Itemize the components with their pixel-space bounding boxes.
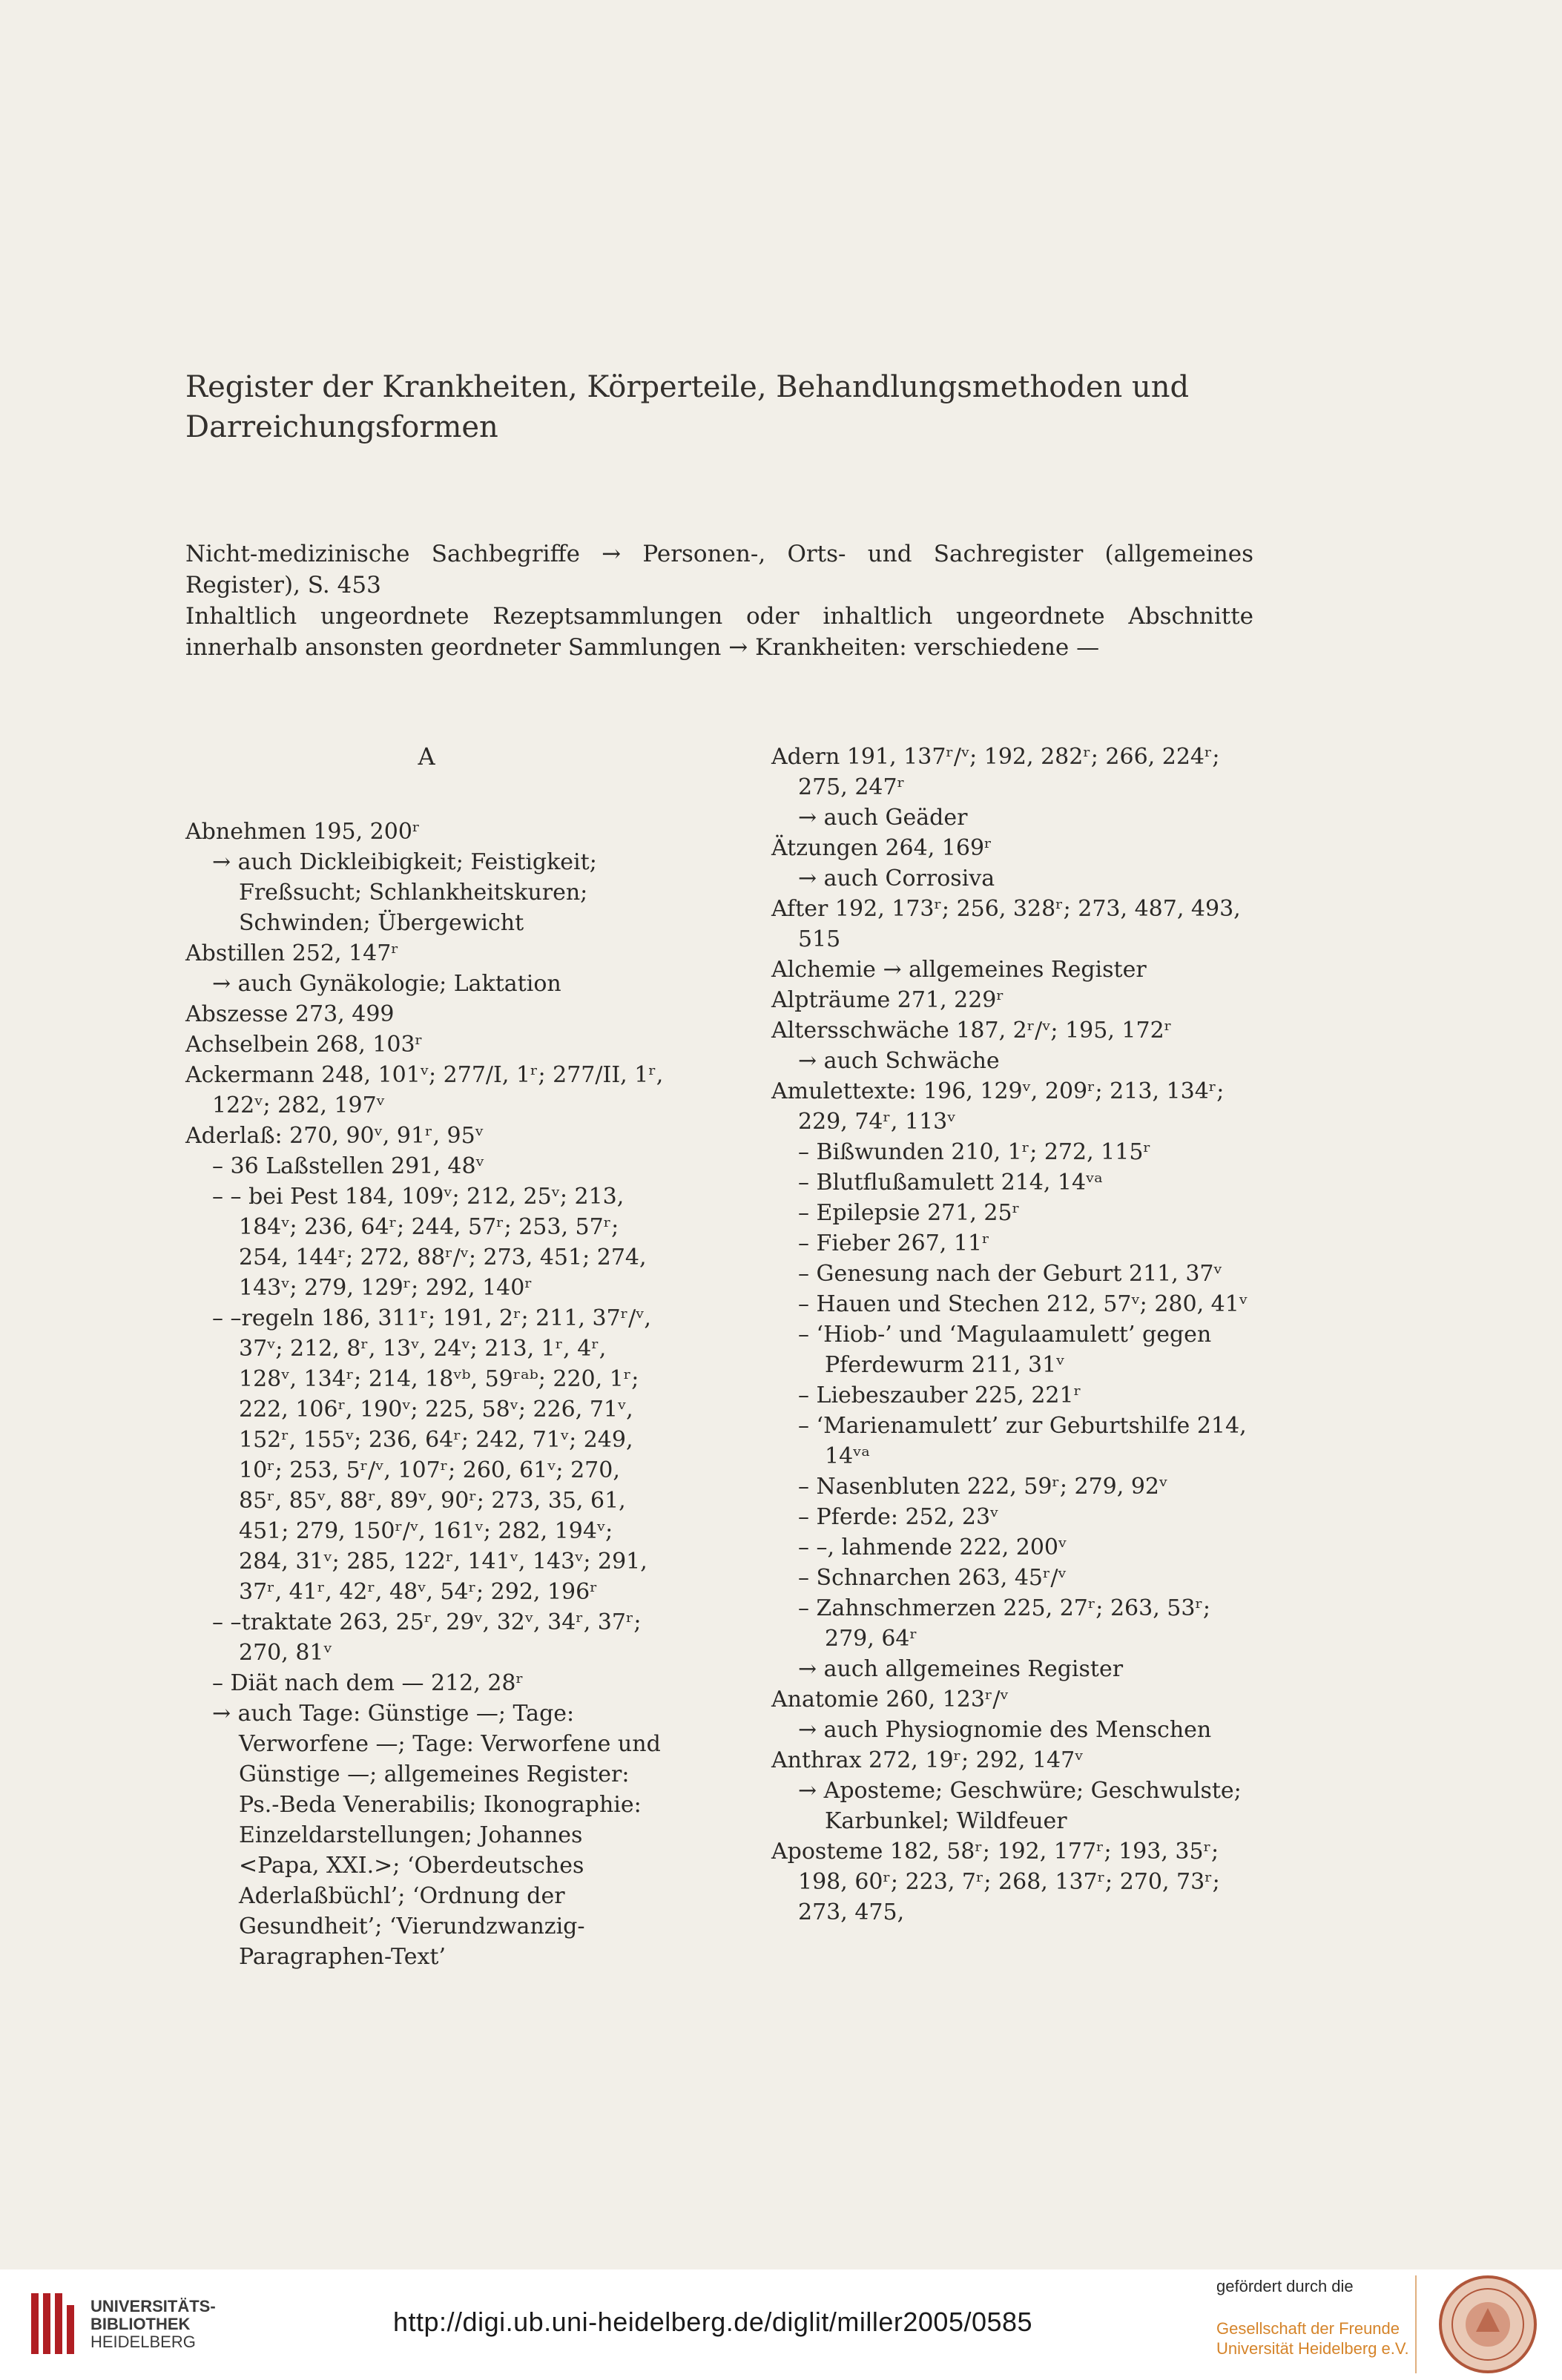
university-seal-icon [1437, 2274, 1538, 2375]
index-entry: Aposteme 182, 58ʳ; 192, 177ʳ; 193, 35ʳ; 198, 60ʳ; 223, 7ʳ; 268, 137ʳ; 270, 73ʳ; 273, 475, [771, 1839, 1220, 1925]
index-entry: – – bei Pest 184, 109ᵛ; 212, 25ᵛ; 213, 184ᵛ; 236, 64ʳ; 244, 57ʳ; 253, 57ʳ; 254, 144ʳ; 272, 88ʳ/ᵛ; 273, 451; 274, 143ᵛ; 279, 129ʳ; 292, 140ʳ [212, 1184, 647, 1301]
index-entry: – Diät nach dem — 212, 28ʳ [212, 1670, 524, 1696]
index-entry: → auch Physiognomie des Menschen [798, 1717, 1212, 1743]
index-entry: Abszesse 273, 499 [185, 1001, 395, 1027]
index-entry: Altersschwäche 187, 2ʳ/ᵛ; 195, 172ʳ [771, 1018, 1173, 1044]
sponsor-intro: gefördert durch die [1216, 2277, 1354, 2295]
left-entry-list [185, 817, 668, 1972]
sponsor-name [1216, 2318, 1409, 2358]
index-entry: Amulettexte: 196, 129ᵛ, 209ʳ; 213, 134ʳ; 229, 74ʳ, 113ᵛ [771, 1078, 1225, 1135]
index-entry: – Pferde: 252, 23ᵛ [798, 1504, 999, 1530]
index-entry: After 192, 173ʳ; 256, 328ʳ; 273, 487, 493, 515 [771, 896, 1241, 952]
index-entry: Anatomie 260, 123ʳ/ᵛ [771, 1687, 1009, 1713]
intro-notes [185, 538, 1253, 663]
index-entry: – Blutflußamulett 214, 14ᵛᵃ [798, 1170, 1103, 1196]
page-title: Register der Krankheiten, Körperteile, Behandlungsmethoden und Darreichungsformen [185, 370, 1190, 444]
sponsor-line-1: Gesellschaft der Freunde [1216, 2319, 1400, 2338]
index-entry: – Epilepsie 271, 25ʳ [798, 1200, 1020, 1226]
index-entry: → auch Schwäche [798, 1048, 1000, 1074]
library-name-line-2: BIBLIOTHEK [90, 2315, 191, 2333]
section-letter: A [418, 742, 435, 771]
index-entry: Ätzungen 264, 169ʳ [771, 835, 992, 861]
index-entry: Alpträume 271, 229ʳ [771, 987, 1004, 1013]
index-entry: – Nasenbluten 222, 59ʳ; 279, 92ᵛ [798, 1474, 1168, 1500]
index-entry: – Liebeszauber 225, 221ʳ [798, 1382, 1082, 1408]
index-entry: – –, lahmende 222, 200ᵛ [798, 1535, 1067, 1560]
index-entry: – ‘Hiob-’ und ‘Magulaamulett’ gegen Pferdewurm 211, 31ᵛ [798, 1322, 1212, 1378]
index-entry: → auch Geäder [798, 805, 968, 831]
index-entry: – Fieber 267, 11ʳ [798, 1230, 990, 1256]
index-entry: Achselbein 268, 103ʳ [185, 1032, 423, 1058]
index-entry: – Hauen und Stechen 212, 57ᵛ; 280, 41ᵛ [798, 1291, 1248, 1317]
index-entry: – –regeln 186, 311ʳ; 191, 2ʳ; 211, 37ʳ/ᵛ, 37ᵛ; 212, 8ʳ, 13ᵛ, 24ᵛ; 213, 1ʳ, 4ʳ, 128ᵛ, 134ʳ; 214, 18ᵛᵇ, 59ʳᵃᵇ; 220, 1ʳ; 222, 106ʳ, 190ᵛ; 225, 58ᵛ; 226, 71ᵛ, 152ʳ, 155ᵛ; 236, 64ʳ; 242, 71ᵛ; 249, 10ʳ; 253, 5ʳ/ᵛ, 107ʳ; 260, 61ᵛ; 270, 85ʳ, 85ᵛ, 88ʳ, 89ᵛ, 90ʳ; 273, 35, 61, 451; 279, 150ʳ/ᵛ, 161ᵛ; 282, 194ᵛ; 284, 31ᵛ; 285, 122ʳ, 141ᵛ, 143ᵛ; 291, 37ʳ, 41ʳ, 42ʳ, 48ᵛ, 54ʳ; 292, 196ʳ [212, 1305, 651, 1605]
sponsor-divider [1415, 2275, 1417, 2373]
library-name [90, 2298, 216, 2351]
index-column-right [771, 742, 1253, 1928]
index-entry: Anthrax 272, 19ʳ; 292, 147ᵛ [771, 1747, 1084, 1773]
digitization-footer [0, 2269, 1562, 2380]
bleed-through-header [178, 222, 1276, 304]
index-entry: – Bißwunden 210, 1ʳ; 272, 115ʳ [798, 1139, 1151, 1165]
library-name-line-3: HEIDELBERG [90, 2333, 196, 2351]
index-entry: Aderlaß: 270, 90ᵛ, 91ʳ, 95ᵛ [185, 1123, 484, 1149]
index-entry: – ‘Marienamulett’ zur Geburtshilfe 214, 14ᵛᵃ [798, 1413, 1247, 1469]
index-entry: Adern 191, 137ʳ/ᵛ; 192, 282ʳ; 266, 224ʳ; 275, 247ʳ [771, 744, 1220, 800]
index-entry: – Genesung nach der Geburt 211, 37ᵛ [798, 1261, 1222, 1287]
index-entry: → auch Gynäkologie; Laktation [212, 971, 561, 997]
index-entry: Ackermann 248, 101ᵛ; 277/I, 1ʳ; 277/II, 1ʳ, 122ᵛ; 282, 197ᵛ [185, 1062, 664, 1118]
index-entry: – 36 Laßstellen 291, 48ᵛ [212, 1153, 484, 1179]
index-entry: → auch allgemeines Register [798, 1656, 1124, 1682]
intro-note-1: Nicht-medizinische Sachbegriffe → Personen-, Orts- und Sachregister (allgemeines Register), S. 453 [185, 541, 1253, 599]
sponsor-line-2: Universität Heidelberg e.V. [1216, 2339, 1409, 2358]
index-entry: Alchemie → allgemeines Register [771, 957, 1147, 983]
index-entry: – Zahnschmerzen 225, 27ʳ; 263, 53ʳ; 279, 64ʳ [798, 1595, 1210, 1652]
index-entry: → Aposteme; Geschwüre; Geschwulste; Karbunkel; Wildfeuer [798, 1778, 1242, 1834]
index-entry: Abnehmen 195, 200ʳ [185, 819, 421, 845]
library-name-line-1: UNIVERSITÄTS- [90, 2297, 216, 2315]
index-column-left [185, 742, 668, 1972]
index-entry: – Schnarchen 263, 45ʳ/ᵛ [798, 1565, 1067, 1591]
index-entry: – –traktate 263, 25ʳ, 29ᵛ, 32ᵛ, 34ʳ, 37ʳ; 270, 81ᵛ [212, 1609, 642, 1666]
index-entry: Abstillen 252, 147ʳ [185, 940, 399, 966]
university-library-logo-icon [28, 2290, 80, 2357]
index-entry: → auch Corrosiva [798, 866, 995, 891]
right-entry-list [771, 742, 1253, 1928]
index-entry: → auch Dickleibigkeit; Feistigkeit; Freßsucht; Schlankheitskuren; Schwinden; Übergewicht [212, 849, 597, 936]
intro-note-2: Inhaltlich ungeordnete Rezeptsammlungen oder inhaltlich ungeordnete Abschnitte innerhalb ansonsten geordneter Sammlungen → Krankheiten: verschiedene — [185, 603, 1253, 661]
digital-object-url[interactable]: http://digi.ub.uni-heidelberg.de/diglit/miller2005/0585 [393, 2307, 1033, 2337]
index-entry: → auch Tage: Günstige —; Tage: Verworfene —; Tage: Verworfene und Günstige —; allgemeines Register: Ps.-Beda Venerabilis; Ikonographie: Einzeldarstellungen; Johannes <Papa, XXI.>; ‘Oberdeutsches Aderlaßbüchl’; ‘Ordnung der Gesundheit’; ‘Vierundzwanzig-Paragraphen-Text’ [212, 1701, 661, 1970]
